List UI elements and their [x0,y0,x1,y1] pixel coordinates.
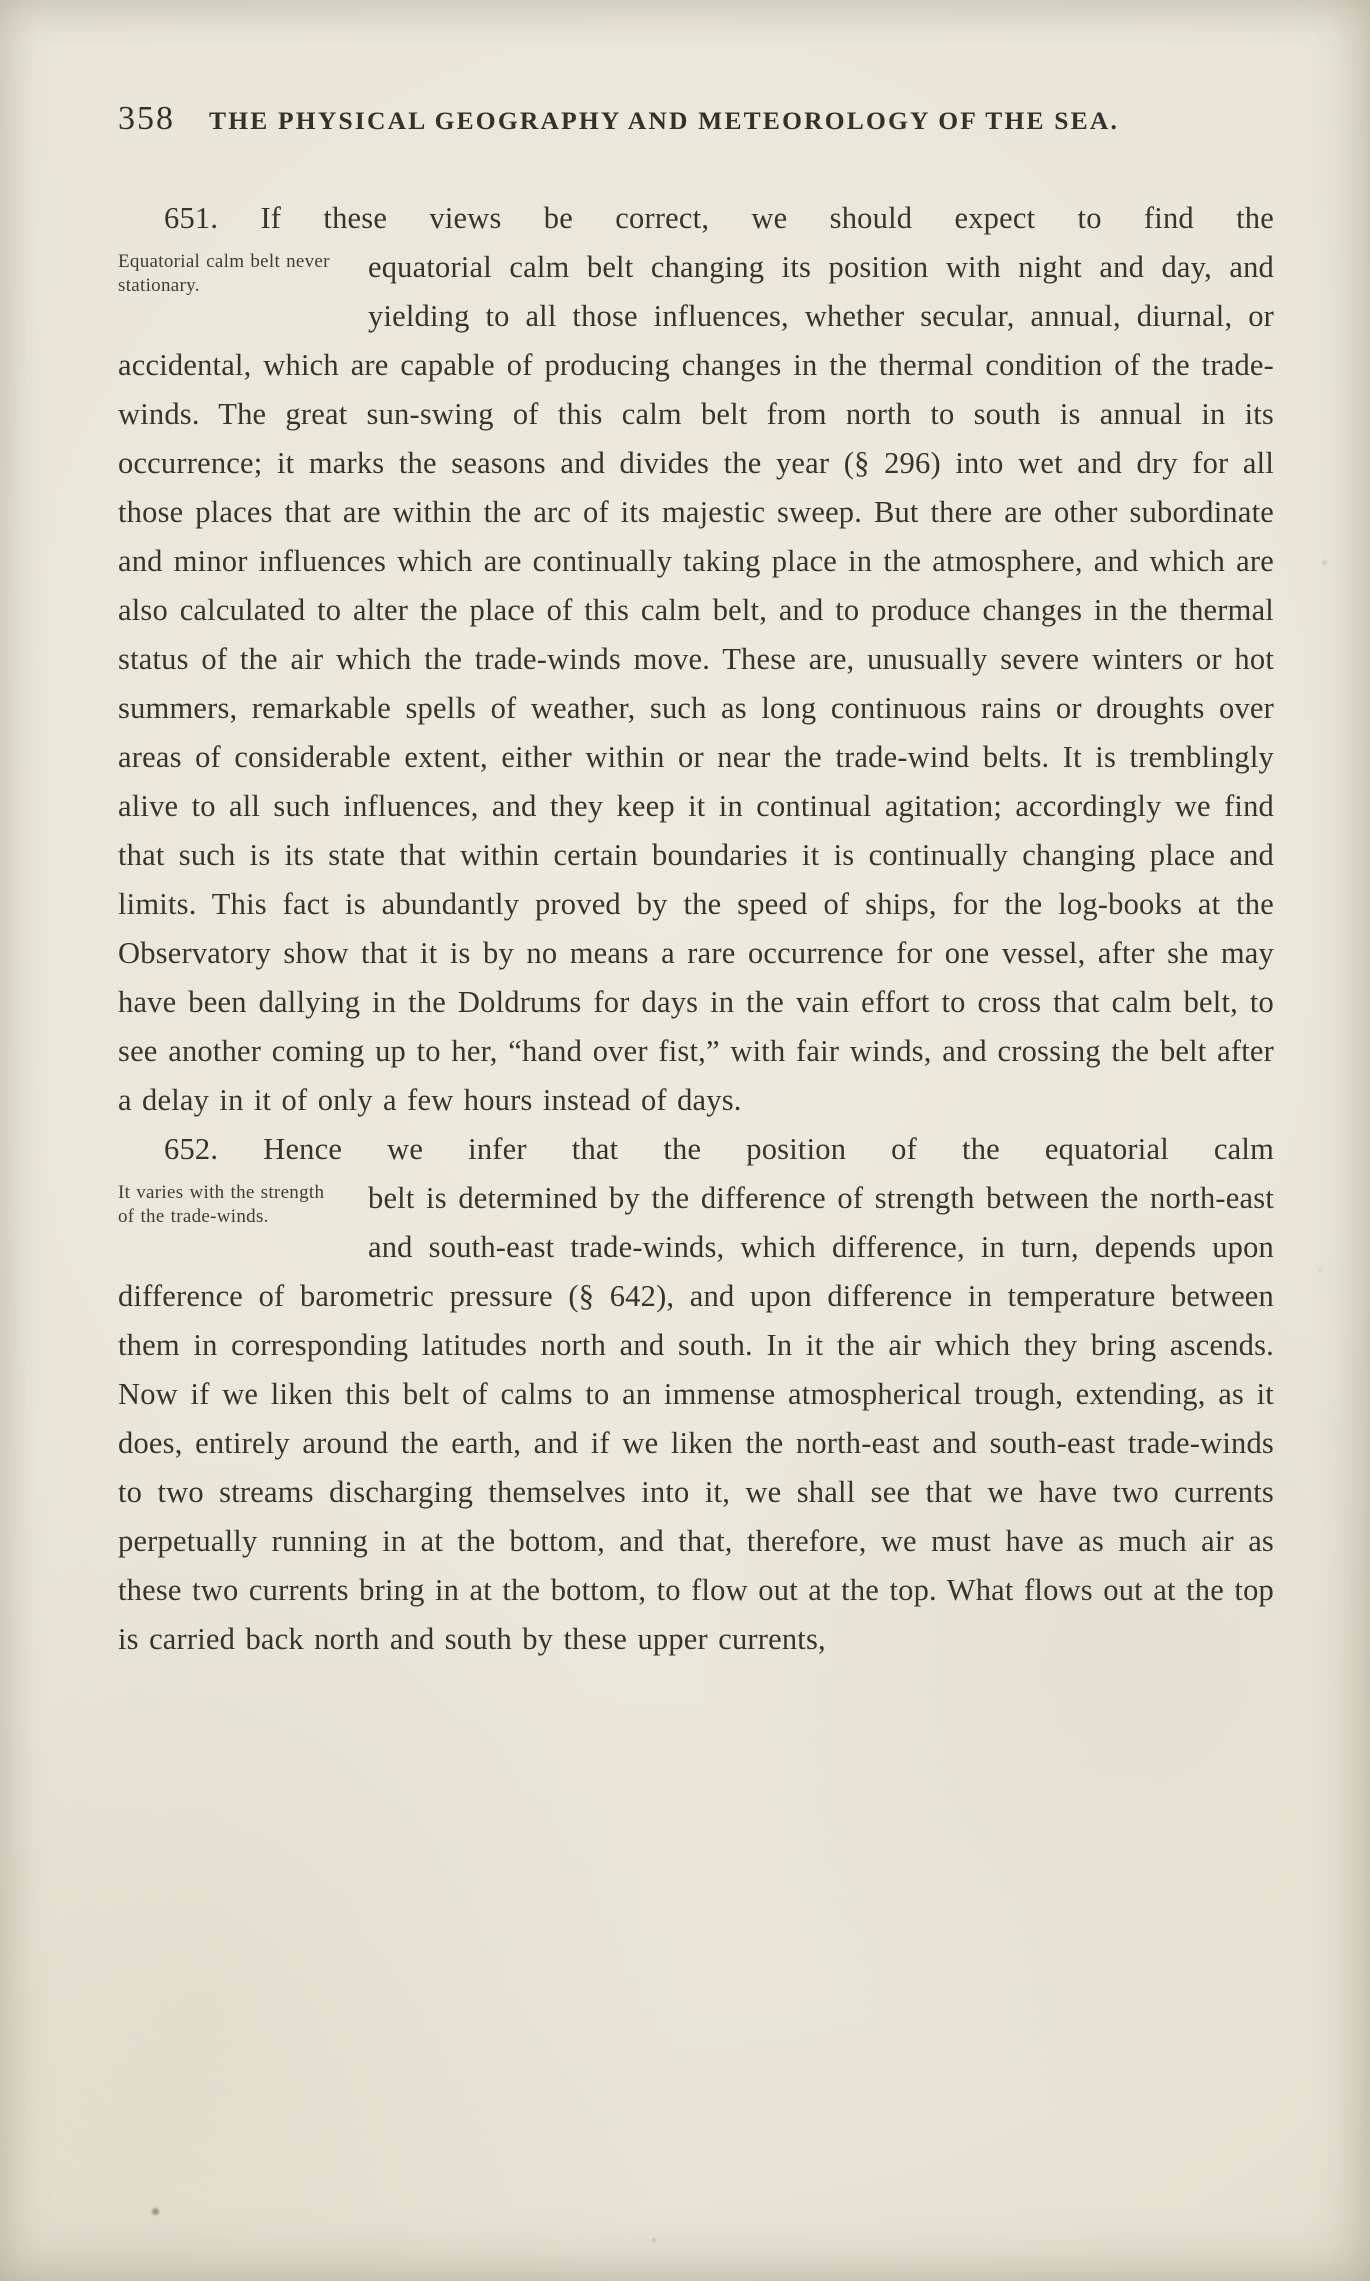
paragraph-652-rest [118,1174,1274,1664]
ink-speck [152,2208,159,2215]
marginal-note-652: It varies with the strength of the trade-winds. [118,1182,325,1227]
page-header [118,100,1274,138]
ink-speck [652,2238,656,2242]
paragraph-651-rest [118,243,1274,1125]
paragraph-651 [118,194,1274,1125]
paragraph-652-body: belt is determined by the difference of strength between the north-east and south-east trade-winds, which difference, in turn, depends upon difference of barometric pressure (§ 642), and upon difference in temperature between them in corresponding latitudes north and south. In it the air which they bring ascends. Now if we liken this belt of calms to an immense atmospherical trough, extending, as it does, entirely around the earth, and if we liken the north-east and south-east trade-winds to two streams discharging themselves into it, we shall see that we have two currents perpetually running in at the bottom, and that, therefore, we must have as much air as these two currents bring in at the bottom, to flow out at the top. What flows out at the top is carried back north and south by these upper currents, [118,1181,1274,1656]
paragraph-651-body: equatorial calm belt changing its position with night and day, and yielding to all those influences, whether secular, annual, diurnal, or accidental, which are capable of producing changes in the thermal condition of the trade-winds. The great sun-swing of this calm belt from north to south is annual in its occurrence; it marks the seasons and divides the year (§ 296) into wet and dry for all those places that are within the arc of its majestic sweep. But there are other subordinate and minor influences which are continually taking place in the atmosphere, and which are also calculated to alter the place of this calm belt, and to produce changes in the thermal status of the air which the trade-winds move. These are, unusually severe winters or hot summers, remarkable spells of weather, such as long continuous rains or droughts over areas of considerable extent, either within or near the trade-wind belts. It is tremblingly alive to all such influences, and they keep it in continual agitation; accordingly we find that such is its state that within certain boundaries it is continually changing place and limits. This fact is abundantly proved by the speed of ships, for the log-books at the Observatory show that it is by no means a rare occurrence for one vessel, after she may have been dallying in the Doldrums for days in the vain effort to cross that calm belt, to see another coming up to her, “hand over fist,” with fair winds, and crossing the belt after a delay in it of only a few hours instead of days. [118,250,1274,1117]
marginal-note-651: Equatorial calm belt never stationary. [118,251,330,296]
ink-speck [1318,1268,1322,1272]
paragraph-652-first-line: 652. Hence we infer that the position of the equatorial calm [164,1132,1274,1166]
page-content [118,100,1274,1664]
paragraph-652 [118,1125,1274,1664]
running-title: THE PHYSICAL GEOGRAPHY AND METEOROLOGY OF THE SEA. [209,106,1120,135]
paragraph-651-first-line: 651. If these views be correct, we should expect to find the [164,201,1274,235]
page-number: 358 [118,100,175,137]
ink-speck [1322,560,1327,565]
